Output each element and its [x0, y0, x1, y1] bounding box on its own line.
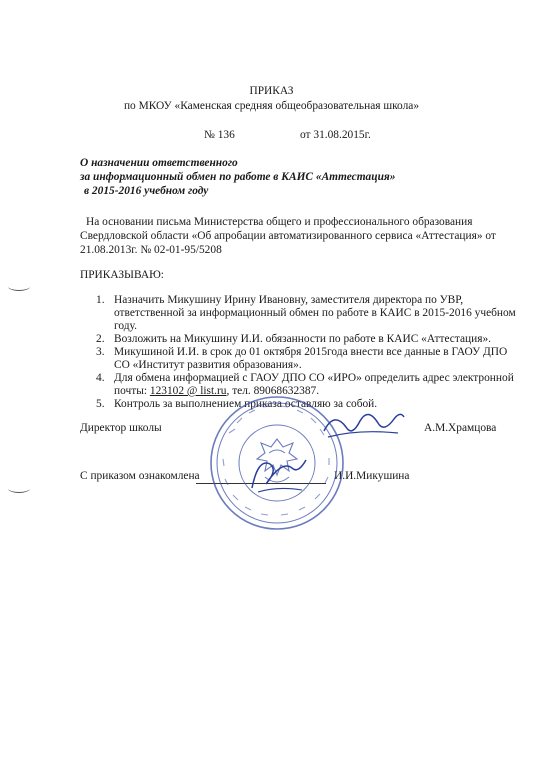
- margin-mark: [8, 282, 30, 291]
- director-signature: [318, 405, 408, 445]
- list-item: 4. Для обмена информацией с ГАОУ ДПО СО «ИРО» определить адрес электронной почты: 123102 @ list.ru, тел. 89068632387.: [96, 372, 514, 397]
- order-date: от 31.08.2015г.: [300, 129, 371, 141]
- subject-line: в 2015-2016 учебном году: [84, 185, 209, 197]
- director-label: Директор школы: [80, 422, 162, 434]
- list-item: 5. Контроль за выполнением приказа оставляю за собой.: [96, 398, 378, 410]
- acknowledgement-signature: [244, 452, 314, 496]
- order-directive: ПРИКАЗЫВАЮ:: [80, 269, 164, 281]
- margin-mark: [8, 484, 30, 493]
- order-title: ПРИКАЗ: [249, 85, 294, 97]
- order-number: № 136: [204, 129, 235, 141]
- list-item: 2. Возложить на Микушину И.И. обязанности по работе в КАИС «Аттестация».: [96, 333, 491, 345]
- subject-line: О назначении ответственного: [80, 157, 238, 169]
- basis-line: 21.08.2013г. № 02-01-95/5208: [80, 244, 222, 256]
- organization-name: по МКОУ «Каменская средняя общеобразовательная школа»: [123, 100, 420, 112]
- director-name: А.М.Храмцова: [424, 422, 497, 434]
- basis-line: Свердловской области «Об апробации автоматизированного сервиса «Аттестация» от: [80, 230, 496, 242]
- list-item: 1. Назначить Микушину Ирину Ивановну, заместителя директора по УВР, ответственной за информационный обмен по работе в КАИС в 2015-2016 учебном году.: [96, 294, 516, 332]
- acknowledgement-name: И.И.Микушина: [334, 470, 410, 482]
- email-address: 123102 @ list.ru: [149, 385, 227, 397]
- subject-line: за информационный обмен по работе в КАИС «Аттестация»: [80, 171, 396, 183]
- basis-line: На основании письма Министерства общего и профессионального образования: [86, 216, 473, 228]
- list-item: 3. Микушиной И.И. в срок до 01 октября 2015года внести все данные в ГАОУ ДПО СО «Институт развития образования».: [96, 346, 508, 371]
- acknowledgement-label: С приказом ознакомлена: [80, 470, 200, 482]
